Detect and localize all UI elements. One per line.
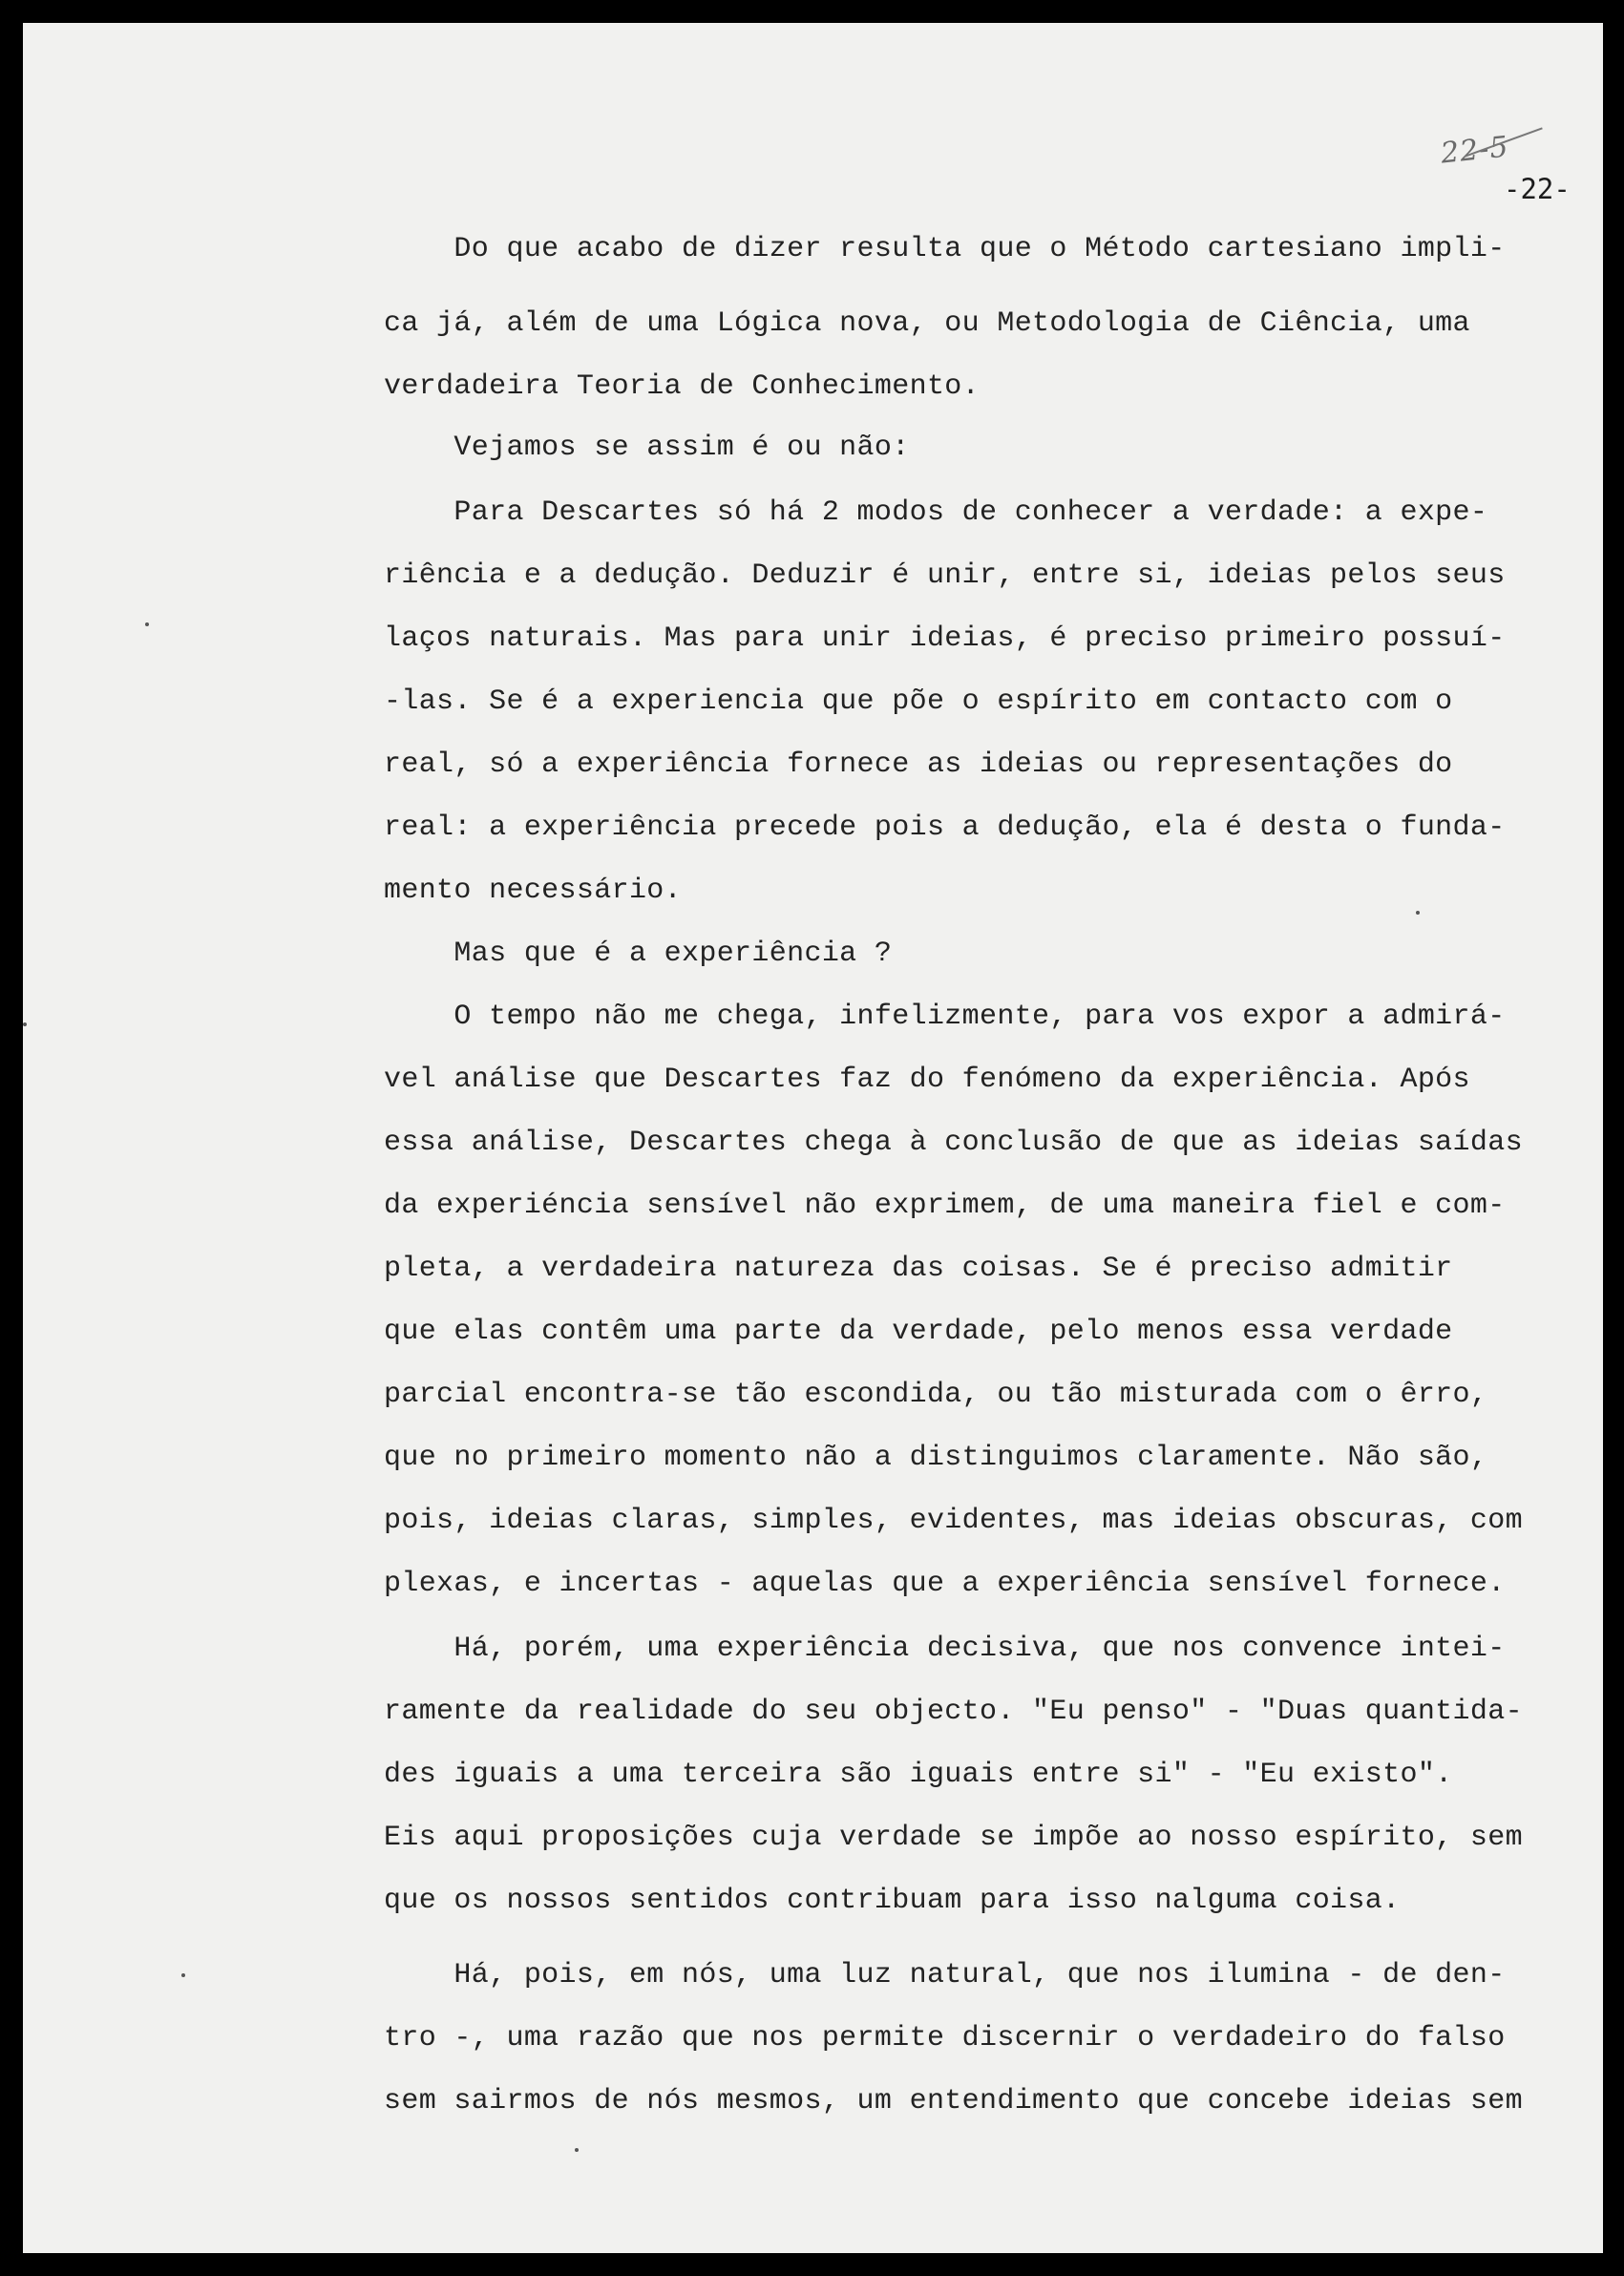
text-line: O tempo não me chega, infelizmente, para vos expor a admirá- (384, 1001, 1506, 1033)
text-line: -las. Se é a experiencia que põe o espírito em contacto com o (384, 685, 1453, 718)
page-number: -22- (1504, 173, 1571, 205)
text-line: essa análise, Descartes chega à conclusão de que as ideias saídas (384, 1127, 1523, 1159)
text-line: real, só a experiência fornece as ideias ou representações do (384, 748, 1453, 781)
text-line: vel análise que Descartes faz do fenómeno da experiência. Após (384, 1064, 1470, 1096)
handwritten-annotation: 22-5 (1439, 130, 1511, 171)
text-line: real: a experiência precede pois a dedução, ela é desta o funda- (384, 811, 1506, 844)
text-line: que elas contêm uma parte da verdade, pelo menos essa verdade (384, 1316, 1453, 1348)
text-line: des iguais a uma terceira são iguais entre si" - "Eu existo". (384, 1759, 1453, 1791)
paper-speck (575, 2148, 579, 2152)
text-line: sem sairmos de nós mesmos, um entendimento que concebe ideias sem (384, 2085, 1523, 2118)
text-line: Vejamos se assim é ou não: (384, 432, 910, 464)
document-page (23, 23, 1603, 2253)
text-line: Há, pois, em nós, uma luz natural, que nos ilumina - de den- (384, 1959, 1506, 1992)
text-line: ca já, além de uma Lógica nova, ou Metodologia de Ciência, uma (384, 307, 1470, 340)
text-line: ramente da realidade do seu objecto. "Eu penso" - "Duas quantida- (384, 1696, 1523, 1728)
text-line: parcial encontra-se tão escondida, ou tão misturada com o êrro, (384, 1379, 1488, 1411)
typed-body-text (23, 23, 1603, 2253)
text-line: tro -, uma razão que nos permite discernir o verdadeiro do falso (384, 2022, 1506, 2055)
paper-speck (1416, 911, 1420, 915)
text-line: que os nossos sentidos contribuam para isso nalguma coisa. (384, 1885, 1401, 1917)
text-line: laços naturais. Mas para unir ideias, é preciso primeiro possuí- (384, 622, 1506, 655)
text-line: que no primeiro momento não a distinguimos claramente. Não são, (384, 1442, 1488, 1474)
text-line: Para Descartes só há 2 modos de conhecer a verdade: a expe- (384, 496, 1488, 529)
paper-speck (23, 1022, 27, 1026)
text-line: Mas que é a experiência ? (384, 938, 893, 970)
text-line: Há, porém, uma experiência decisiva, que nos convence intei- (384, 1633, 1506, 1665)
text-line: mento necessário. (384, 875, 682, 907)
text-line: da experiéncia sensível não exprimem, de uma maneira fiel e com- (384, 1190, 1506, 1222)
text-line: riência e a dedução. Deduzir é unir, entre si, ideias pelos seus (384, 559, 1506, 592)
text-line: pois, ideias claras, simples, evidentes, mas ideias obscuras, com (384, 1505, 1523, 1537)
paper-speck (145, 622, 149, 626)
text-line: Do que acabo de dizer resulta que o Método cartesiano impli- (384, 233, 1506, 265)
text-line: plexas, e incertas - aquelas que a experiência sensível fornece. (384, 1568, 1506, 1600)
text-line: Eis aqui proposições cuja verdade se impõe ao nosso espírito, sem (384, 1822, 1523, 1854)
text-line: verdadeira Teoria de Conhecimento. (384, 370, 980, 403)
text-line: pleta, a verdadeira natureza das coisas. Se é preciso admitir (384, 1253, 1453, 1285)
paper-speck (181, 1973, 185, 1977)
